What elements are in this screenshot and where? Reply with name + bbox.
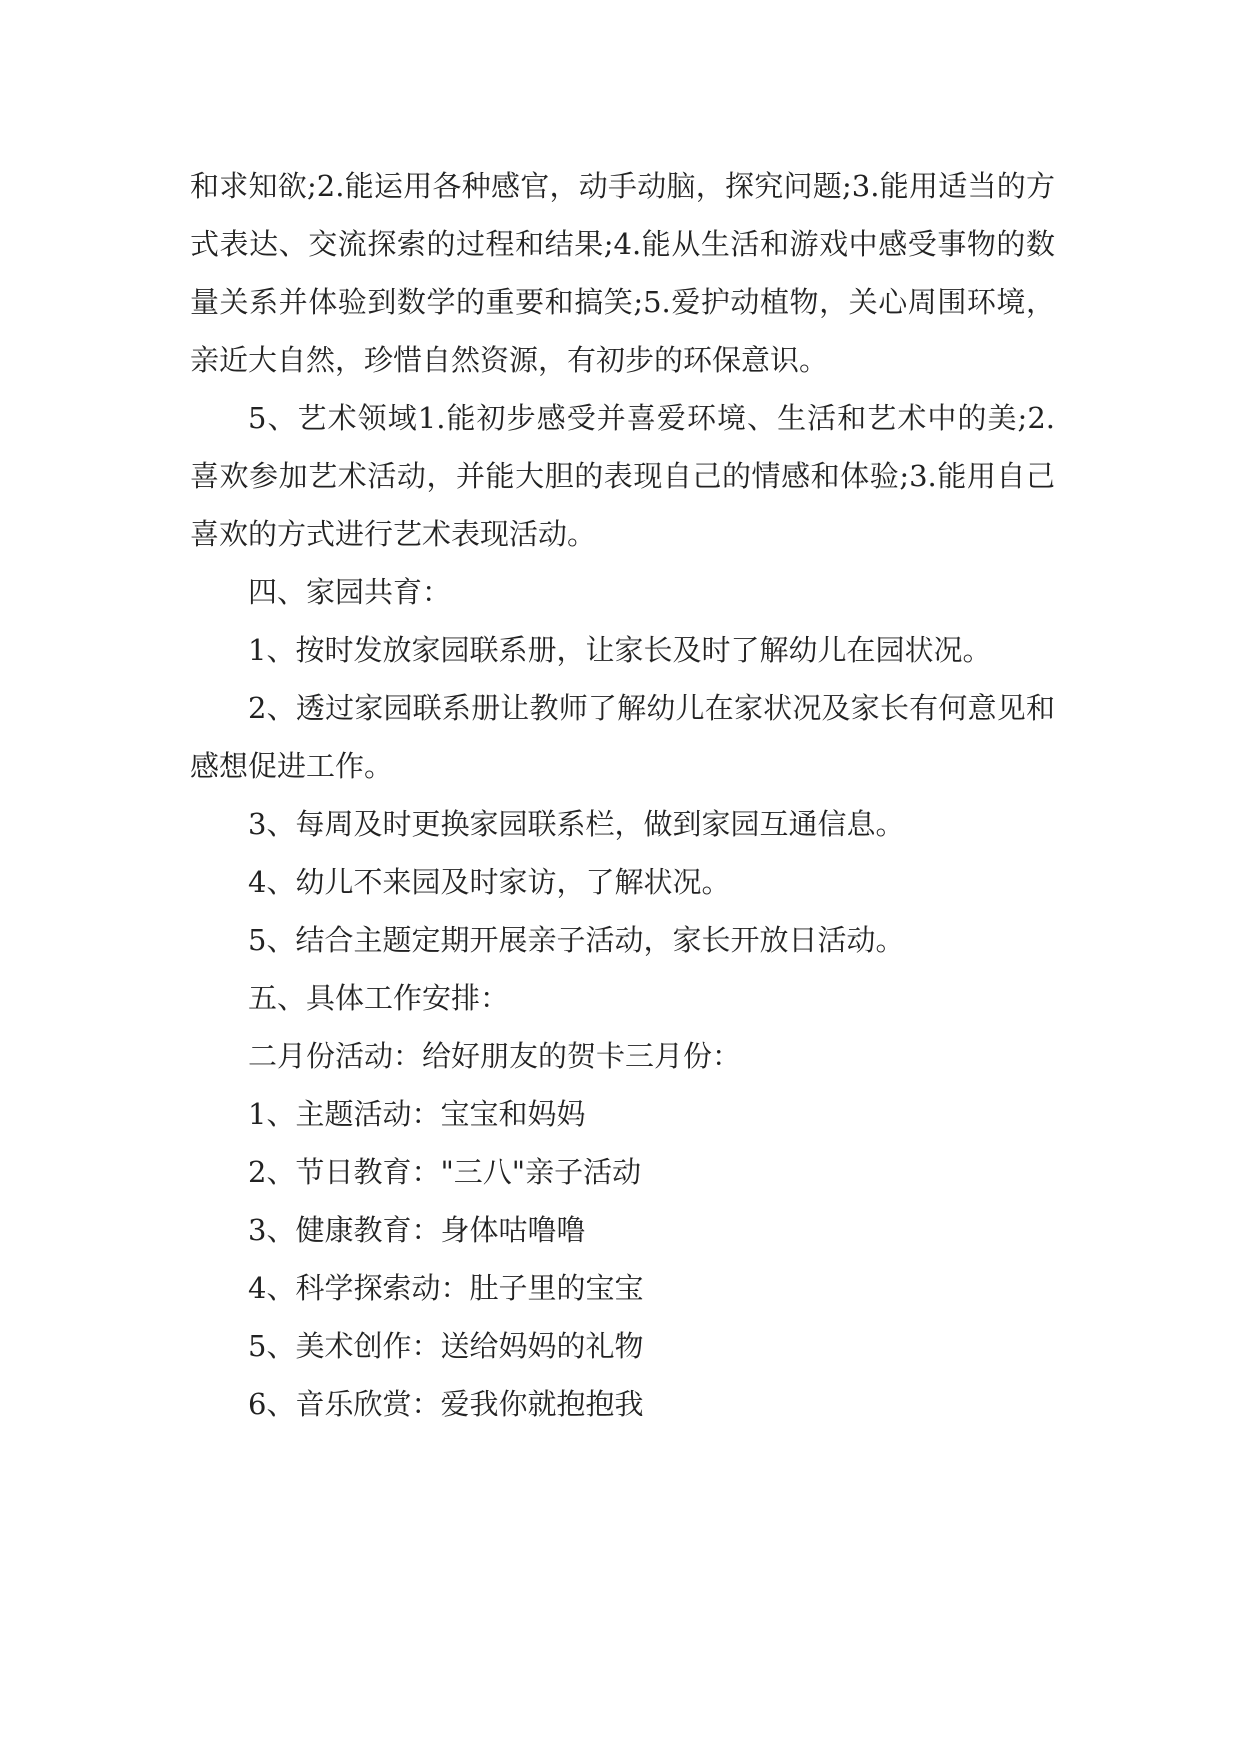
list-item: 4、科学探索动：肚子里的宝宝 [248, 1271, 644, 1305]
list-item: 6、音乐欣赏：爱我你就抱抱我 [248, 1387, 644, 1421]
paragraph-science-goals-continued: 和求知欲;2.能运用各种感官，动手动脑，探究问题;3.能用适当的方式表达、交流探索的过程和结果;4.能从生活和游戏中感受事物的数量关系并体验到数学的重要和搞笑;5.爱护动植物，关心周围环境，亲近大自然，珍惜自然资源，有初步的环保意识。 [190, 169, 1055, 377]
list-item: 5、美术创作：送给妈妈的礼物 [248, 1329, 644, 1363]
list-item: 5、结合主题定期开展亲子活动，家长开放日活动。 [248, 923, 905, 957]
paragraph-art-domain: 5、艺术领域1.能初步感受并喜爱环境、生活和艺术中的美;2.喜欢参加艺术活动，并能大胆的表现自己的情感和体验;3.能用自己喜欢的方式进行艺术表现活动。 [190, 401, 1055, 551]
list-item: 4、幼儿不来园及时家访，了解状况。 [248, 865, 731, 899]
list-item: 1、主题活动：宝宝和妈妈 [248, 1097, 586, 1131]
section-heading-home-school: 四、家园共育： [248, 575, 452, 609]
list-item: 1、按时发放家园联系册，让家长及时了解幼儿在园状况。 [248, 633, 992, 667]
list-item: 3、每周及时更换家园联系栏，做到家园互通信息。 [248, 807, 905, 841]
list-item: 2、节日教育："三八"亲子活动 [248, 1155, 642, 1189]
month-activity-line: 二月份活动：给好朋友的贺卡三月份： [248, 1039, 742, 1073]
list-item: 2、透过家园联系册让教师了解幼儿在家状况及家长有何意见和感想促进工作。 [190, 691, 1055, 783]
section-heading-work-plan: 五、具体工作安排： [248, 981, 510, 1015]
list-item: 3、健康教育：身体咕噜噜 [248, 1213, 586, 1247]
document-page [190, 157, 1055, 1433]
